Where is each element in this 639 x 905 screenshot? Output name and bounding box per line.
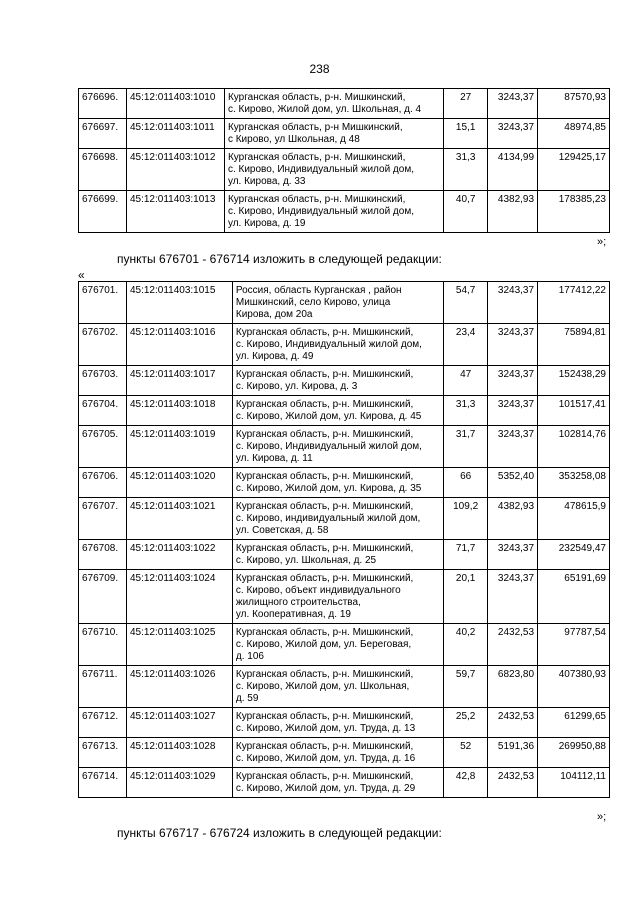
cadastral-number-cell: 45:12:011403:1015 — [126, 282, 232, 324]
table-row — [79, 666, 610, 708]
cadastral-number-cell: 45:12:011403:1024 — [126, 570, 232, 624]
cost-cell: 478615,9 — [538, 498, 610, 540]
cost-cell: 104112,11 — [538, 768, 610, 798]
unit-price-cell: 6823,80 — [488, 666, 538, 708]
address-line: Курганская область, р-н. Мишкинский, — [235, 399, 414, 410]
address-line: с. Кирово, Жилой дом, ул. Кирова, д. 45 — [235, 411, 422, 422]
address-line: с. Кирово, индивидуальный жилой дом, — [235, 513, 421, 524]
cadastral-number-cell: 45:12:011403:1019 — [126, 426, 232, 468]
table-row — [79, 324, 610, 366]
cadastral-number-cell: 45:12:011403:1012 — [126, 149, 224, 191]
address-line: Курганская область, р-н. Мишкинский, — [235, 771, 414, 782]
table-row — [79, 149, 610, 191]
area-cell: 31,7 — [444, 426, 488, 468]
table-row — [79, 366, 610, 396]
row-number-cell: 676703. — [79, 366, 127, 396]
address-line: Курганская область, р-н Мишкинский, — [227, 122, 403, 133]
cost-cell: 152438,29 — [538, 366, 610, 396]
address-line: ул. Кирова, д. 11 — [235, 453, 313, 464]
unit-price-cell: 3243,37 — [488, 396, 538, 426]
table-row — [79, 468, 610, 498]
unit-price-cell: 3243,37 — [488, 426, 538, 468]
address-line: ул. Кооперативная, д. 19 — [235, 609, 351, 620]
cadastral-number-cell: 45:12:011403:1020 — [126, 468, 232, 498]
area-cell: 52 — [444, 738, 488, 768]
unit-price-cell: 3243,37 — [488, 282, 538, 324]
unit-price-cell: 3243,37 — [488, 324, 538, 366]
unit-price-cell: 2432,53 — [488, 768, 538, 798]
row-number-cell: 676711. — [79, 666, 127, 708]
address-line: Курганская область, р-н. Мишкинский, — [235, 429, 414, 440]
table-row — [79, 89, 610, 119]
address-line: с. Кирово, Жилой дом, ул. Кирова, д. 35 — [235, 483, 422, 494]
table-row — [79, 768, 610, 798]
cadastral-number-cell: 45:12:011403:1029 — [126, 768, 232, 798]
address-line: Курганская область, р-н. Мишкинский, — [227, 152, 406, 163]
address-cell — [232, 624, 443, 666]
row-number-cell: 676712. — [79, 708, 127, 738]
address-line: Курганская область, р-н. Мишкинский, — [235, 711, 414, 722]
table-row — [79, 708, 610, 738]
area-cell: 59,7 — [444, 666, 488, 708]
unit-price-cell: 2432,53 — [488, 624, 538, 666]
closing-quote: »; — [597, 811, 607, 823]
address-line: Курганская область, р-н. Мишкинский, — [235, 369, 414, 380]
cadastral-number-cell: 45:12:011403:1025 — [126, 624, 232, 666]
table-row — [79, 282, 610, 324]
cost-cell: 48974,85 — [538, 119, 610, 149]
address-line: Курганская область, р-н. Мишкинский, — [235, 501, 414, 512]
table-row — [79, 570, 610, 624]
area-cell: 47 — [444, 366, 488, 396]
cadastral-number-cell: 45:12:011403:1017 — [126, 366, 232, 396]
row-number-cell: 676697. — [79, 119, 127, 149]
area-cell: 40,7 — [444, 191, 488, 233]
address-line: д. 59 — [235, 693, 259, 704]
cost-cell: 87570,93 — [538, 89, 610, 119]
table-row — [79, 540, 610, 570]
area-cell: 71,7 — [444, 540, 488, 570]
address-line: с Кирово, ул Школьная, д 48 — [227, 134, 360, 145]
row-number-cell: 676698. — [79, 149, 127, 191]
address-line: с. Кирово, ул. Кирова, д. 3 — [235, 381, 358, 392]
table-row — [79, 191, 610, 233]
unit-price-cell: 4134,99 — [488, 149, 538, 191]
address-line: ул. Кирова, д. 19 — [227, 218, 306, 229]
address-cell — [232, 324, 443, 366]
cadastral-number-cell: 45:12:011403:1013 — [126, 191, 224, 233]
area-cell: 27 — [444, 89, 488, 119]
row-number-cell: 676706. — [79, 468, 127, 498]
row-number-cell: 676710. — [79, 624, 127, 666]
cadastral-number-cell: 45:12:011403:1016 — [126, 324, 232, 366]
cost-cell: 232549,47 — [538, 540, 610, 570]
address-line: с. Кирово, Жилой дом, ул. Труда, д. 29 — [235, 783, 416, 794]
address-line: с. Кирово, Жилой дом, ул. Труда, д. 16 — [235, 753, 416, 764]
address-cell — [232, 366, 443, 396]
cadastral-number-cell: 45:12:011403:1021 — [126, 498, 232, 540]
unit-price-cell: 5352,40 — [488, 468, 538, 498]
paragraph-instruction: пункты 676701 - 676714 изложить в следующей редакции: — [117, 252, 442, 266]
address-cell — [224, 191, 443, 233]
address-line: ул. Советская, д. 58 — [235, 525, 329, 536]
address-line: ул. Кирова, д. 33 — [227, 176, 306, 187]
table-row — [79, 624, 610, 666]
opening-quote: « — [78, 268, 85, 282]
table-row — [79, 738, 610, 768]
cost-cell: 97787,54 — [538, 624, 610, 666]
unit-price-cell: 2432,53 — [488, 708, 538, 738]
address-line: Мишкинский, село Кирово, улица — [235, 297, 391, 308]
address-cell — [224, 149, 443, 191]
address-line: с. Кирово, Жилой дом, ул. Береговая, — [235, 639, 412, 650]
row-number-cell: 676702. — [79, 324, 127, 366]
row-number-cell: 676707. — [79, 498, 127, 540]
unit-price-cell: 5191,36 — [488, 738, 538, 768]
address-line: Курганская область, р-н. Мишкинский, — [227, 92, 406, 103]
paragraph-instruction: пункты 676717 - 676724 изложить в следующей редакции: — [117, 826, 442, 840]
address-cell — [232, 708, 443, 738]
address-line: Кирова, дом 20а — [235, 309, 313, 320]
row-number-cell: 676714. — [79, 768, 127, 798]
cost-cell: 65191,69 — [538, 570, 610, 624]
address-line: с. Кирово, Индивидуальный жилой дом, — [235, 441, 422, 452]
cadastral-number-cell: 45:12:011403:1027 — [126, 708, 232, 738]
address-line: Курганская область, р-н. Мишкинский, — [235, 573, 414, 584]
cadastral-number-cell: 45:12:011403:1011 — [126, 119, 224, 149]
row-number-cell: 676713. — [79, 738, 127, 768]
address-line: с. Кирово, Жилой дом, ул. Школьная, — [235, 681, 410, 692]
cadastral-number-cell: 45:12:011403:1026 — [126, 666, 232, 708]
table-row — [79, 119, 610, 149]
address-line: Курганская область, р-н. Мишкинский, — [235, 543, 414, 554]
table-row — [79, 396, 610, 426]
table-row — [79, 426, 610, 468]
address-cell — [232, 468, 443, 498]
address-line: Курганская область, р-н. Мишкинский, — [235, 669, 414, 680]
address-line: с. Кирово, объект индивидуального — [235, 585, 401, 596]
row-number-cell: 676701. — [79, 282, 127, 324]
cost-cell: 101517,41 — [538, 396, 610, 426]
address-line: с. Кирово, Индивидуальный жилой дом, — [227, 206, 414, 217]
address-line: с. Кирово, ул. Школьная, д. 25 — [235, 555, 377, 566]
address-cell — [232, 396, 443, 426]
row-number-cell: 676709. — [79, 570, 127, 624]
unit-price-cell: 3243,37 — [488, 119, 538, 149]
row-number-cell: 676696. — [79, 89, 127, 119]
address-cell — [224, 119, 443, 149]
address-line: с. Кирово, Жилой дом, ул. Труда, д. 13 — [235, 723, 416, 734]
address-line: Курганская область, р-н. Мишкинский, — [235, 327, 414, 338]
page-number: 238 — [309, 62, 330, 76]
unit-price-cell: 3243,37 — [488, 540, 538, 570]
address-line: с. Кирово, Индивидуальный жилой дом, — [235, 339, 422, 350]
row-number-cell: 676708. — [79, 540, 127, 570]
cost-cell: 178385,23 — [538, 191, 610, 233]
address-line: с. Кирово, Индивидуальный жилой дом, — [227, 164, 414, 175]
address-line: Курганская область, р-н. Мишкинский, — [235, 471, 414, 482]
area-cell: 54,7 — [444, 282, 488, 324]
address-line: Россия, область Курганская , район — [235, 285, 402, 296]
unit-price-cell: 3243,37 — [488, 366, 538, 396]
cost-cell: 269950,88 — [538, 738, 610, 768]
cost-cell: 75894,81 — [538, 324, 610, 366]
address-cell — [232, 768, 443, 798]
row-number-cell: 676704. — [79, 396, 127, 426]
area-cell: 40,2 — [444, 624, 488, 666]
address-cell — [232, 426, 443, 468]
address-line: д. 106 — [235, 651, 264, 662]
address-line: Курганская область, р-н. Мишкинский, — [235, 741, 414, 752]
address-line: Курганская область, р-н. Мишкинский, — [227, 194, 406, 205]
address-cell — [232, 282, 443, 324]
cadastral-number-cell: 45:12:011403:1018 — [126, 396, 232, 426]
address-cell — [224, 89, 443, 119]
address-cell — [232, 738, 443, 768]
area-cell: 15,1 — [444, 119, 488, 149]
area-cell: 42,8 — [444, 768, 488, 798]
cost-cell: 353258,08 — [538, 468, 610, 498]
property-table-1 — [78, 88, 610, 233]
closing-quote: »; — [597, 236, 607, 248]
row-number-cell: 676699. — [79, 191, 127, 233]
cost-cell: 102814,76 — [538, 426, 610, 468]
area-cell: 66 — [444, 468, 488, 498]
address-line: с. Кирово, Жилой дом, ул. Школьная, д. 4 — [227, 104, 422, 115]
table-row — [79, 498, 610, 540]
area-cell: 23,4 — [444, 324, 488, 366]
cost-cell: 177412,22 — [538, 282, 610, 324]
cost-cell: 129425,17 — [538, 149, 610, 191]
cadastral-number-cell: 45:12:011403:1022 — [126, 540, 232, 570]
address-cell — [232, 570, 443, 624]
area-cell: 31,3 — [444, 149, 488, 191]
area-cell: 31,3 — [444, 396, 488, 426]
area-cell: 20,1 — [444, 570, 488, 624]
address-line: Курганская область, р-н. Мишкинский, — [235, 627, 414, 638]
area-cell: 109,2 — [444, 498, 488, 540]
address-line: ул. Кирова, д. 49 — [235, 351, 314, 362]
address-cell — [232, 498, 443, 540]
unit-price-cell: 3243,37 — [488, 89, 538, 119]
property-table-2 — [78, 281, 610, 798]
cadastral-number-cell: 45:12:011403:1010 — [126, 89, 224, 119]
row-number-cell: 676705. — [79, 426, 127, 468]
address-line: жилищного строительства, — [235, 597, 361, 608]
cost-cell: 407380,93 — [538, 666, 610, 708]
address-cell — [232, 666, 443, 708]
address-cell — [232, 540, 443, 570]
unit-price-cell: 4382,93 — [488, 191, 538, 233]
unit-price-cell: 3243,37 — [488, 570, 538, 624]
cadastral-number-cell: 45:12:011403:1028 — [126, 738, 232, 768]
unit-price-cell: 4382,93 — [488, 498, 538, 540]
area-cell: 25,2 — [444, 708, 488, 738]
cost-cell: 61299,65 — [538, 708, 610, 738]
